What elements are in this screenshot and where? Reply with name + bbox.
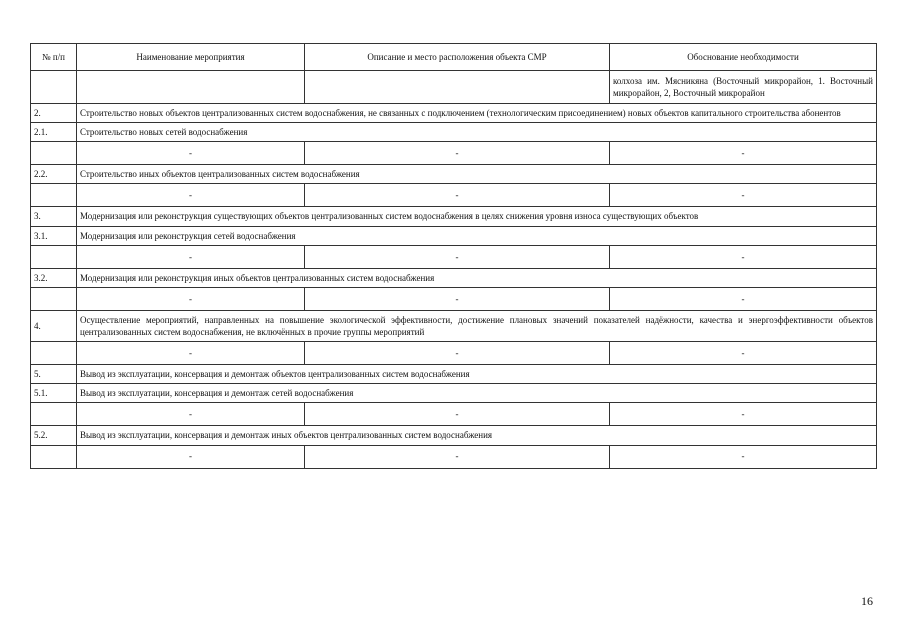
- dash-cell: -: [305, 142, 610, 165]
- dash-row: [31, 184, 877, 207]
- dash-cell: -: [305, 445, 610, 468]
- dash-cell: -: [610, 245, 877, 268]
- dash-cell: -: [77, 445, 305, 468]
- dash-cell: -: [77, 245, 305, 268]
- dash-cell: -: [77, 142, 305, 165]
- section-title: Вывод из эксплуатации, консервация и демонтаж объектов централизованных систем водоснабжения: [77, 365, 877, 384]
- dash-cell: -: [610, 184, 877, 207]
- section-number: 5.2.: [31, 426, 77, 445]
- cell-empty: [31, 245, 77, 268]
- section-title: Модернизация или реконструкция сетей водоснабжения: [77, 226, 877, 245]
- section-row: [31, 226, 877, 245]
- section-row: [31, 426, 877, 445]
- dash-cell: -: [610, 445, 877, 468]
- dash-cell: -: [305, 245, 610, 268]
- header-name: Наименование мероприятия: [77, 44, 305, 71]
- dash-cell: -: [305, 287, 610, 310]
- cell-empty: [31, 403, 77, 426]
- dash-cell: -: [305, 184, 610, 207]
- section-row: [31, 268, 877, 287]
- section-title: Строительство новых сетей водоснабжения: [77, 123, 877, 142]
- dash-row: [31, 403, 877, 426]
- dash-cell: -: [305, 403, 610, 426]
- cell-empty: [31, 445, 77, 468]
- section-number: 3.: [31, 207, 77, 226]
- justification-cell: колхоза им. Мясникяна (Восточный микрорайон, 1. Восточный микрорайон, 2, Восточный микрорайон: [610, 71, 877, 104]
- section-title: Осуществление мероприятий, направленных на повышение экологической эффективности, достижение плановых значений показателей надёжности, качества и энергоэффективности объектов централизованных систем водоснабжения, не включённых в прочие группы мероприятий: [77, 310, 877, 341]
- dash-cell: -: [610, 403, 877, 426]
- dash-cell: -: [610, 142, 877, 165]
- cell-empty: [305, 71, 610, 104]
- dash-cell: -: [77, 403, 305, 426]
- dash-cell: -: [610, 287, 877, 310]
- dash-row: [31, 445, 877, 468]
- dash-cell: -: [610, 342, 877, 365]
- header-num: № п/п: [31, 44, 77, 71]
- section-number: 3.2.: [31, 268, 77, 287]
- dash-row: [31, 142, 877, 165]
- cell-empty: [31, 342, 77, 365]
- section-number: 2.: [31, 104, 77, 123]
- section-number: 4.: [31, 310, 77, 341]
- measures-table: [30, 43, 877, 469]
- section-row: [31, 165, 877, 184]
- section-number: 5.1.: [31, 384, 77, 403]
- cell-empty: [31, 142, 77, 165]
- section-row: [31, 123, 877, 142]
- section-row: [31, 365, 877, 384]
- section-number: 3.1.: [31, 226, 77, 245]
- section-row: [31, 384, 877, 403]
- cell-empty: [31, 71, 77, 104]
- header-just: Обоснование необходимости: [610, 44, 877, 71]
- dash-row: [31, 245, 877, 268]
- dash-cell: -: [77, 342, 305, 365]
- section-number: 2.2.: [31, 165, 77, 184]
- cell-empty: [31, 287, 77, 310]
- table-header-row: [31, 44, 877, 71]
- section-title: Модернизация или реконструкция существующих объектов централизованных систем водоснабжения в целях снижения уровня износа существующих объектов: [77, 207, 877, 226]
- page-number: 16: [861, 594, 873, 608]
- dash-cell: -: [77, 287, 305, 310]
- section-title: Вывод из эксплуатации, консервация и демонтаж иных объектов централизованных систем водоснабжения: [77, 426, 877, 445]
- header-desc: Описание и место расположения объекта СМР: [305, 44, 610, 71]
- section-number: 5.: [31, 365, 77, 384]
- continuation-row: [31, 71, 877, 104]
- section-row: [31, 310, 877, 341]
- dash-cell: -: [77, 184, 305, 207]
- section-title: Строительство новых объектов централизованных систем водоснабжения, не связанных с подключением (технологическим присоединением) новых объектов капитального строительства абонентов: [77, 104, 877, 123]
- cell-empty: [31, 184, 77, 207]
- dash-row: [31, 342, 877, 365]
- dash-row: [31, 287, 877, 310]
- section-title: Модернизация или реконструкция иных объектов централизованных систем водоснабжения: [77, 268, 877, 287]
- section-number: 2.1.: [31, 123, 77, 142]
- section-title: Строительство иных объектов централизованных систем водоснабжения: [77, 165, 877, 184]
- section-row: [31, 104, 877, 123]
- dash-cell: -: [305, 342, 610, 365]
- section-title: Вывод из эксплуатации, консервация и демонтаж сетей водоснабжения: [77, 384, 877, 403]
- section-row: [31, 207, 877, 226]
- cell-empty: [77, 71, 305, 104]
